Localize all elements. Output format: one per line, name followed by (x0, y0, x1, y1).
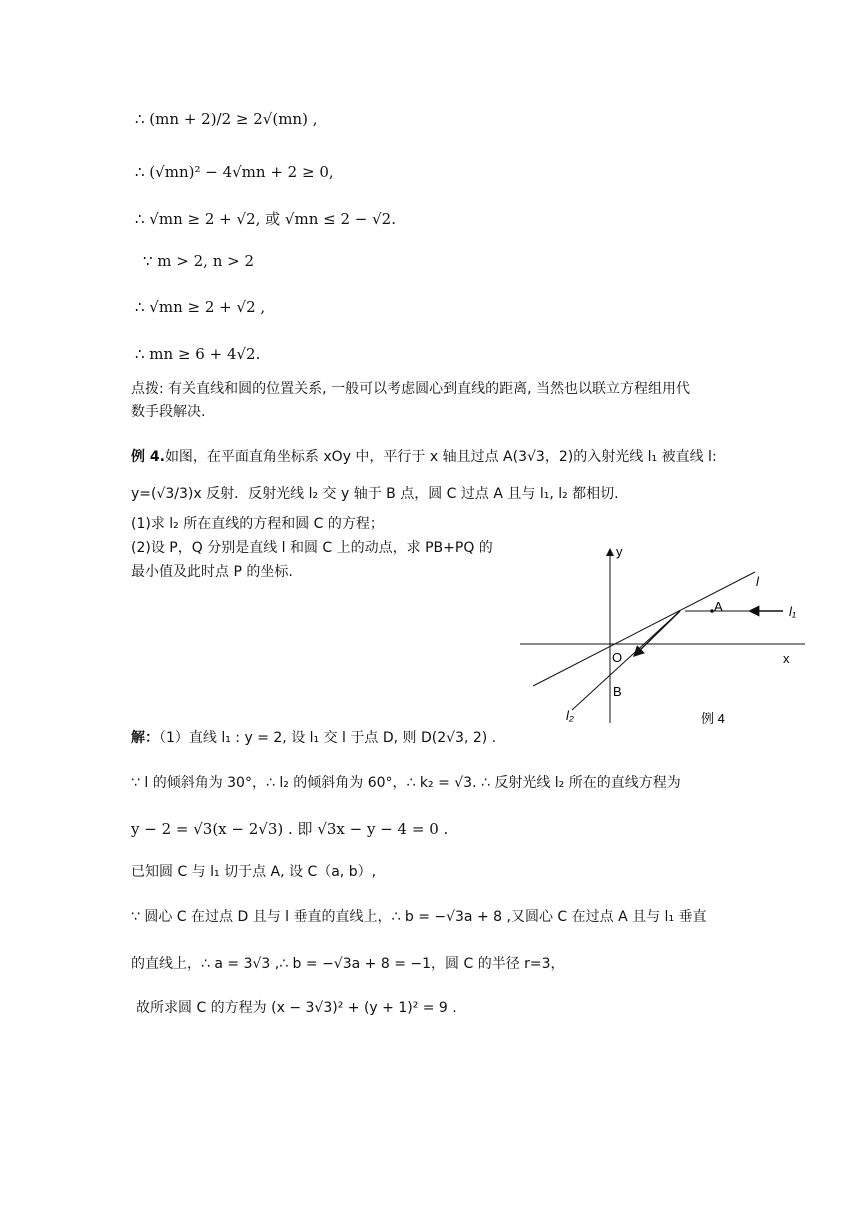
proof-step-3 (135, 208, 396, 229)
tip-line-1-text: 点拨: 有关直线和圆的位置关系, 一般可以考虑圆心到直线的距离, 当然也以联立方程组用代 (131, 381, 690, 397)
solution-line-2 (131, 772, 681, 792)
proof-step-3-text: ∴ √mn ≥ 2 + √2, 或 √mn ≤ 2 − √2. (135, 210, 396, 228)
example-4-line-2 (131, 483, 619, 503)
solution-label: 解： (131, 730, 159, 746)
tip-line-2-text: 数手段解决. (131, 404, 206, 420)
label-o: O (612, 650, 623, 665)
proof-step-6 (135, 345, 260, 363)
solution-line-4 (131, 861, 376, 881)
proof-step-4-text: ∵ m > 2, n > 2 (143, 252, 255, 270)
figure-caption: 例 4 (701, 711, 725, 726)
solution-line-3-text: y − 2 = √3(x − 2√3) . 即 √3x − y − 4 = 0 . (131, 820, 449, 838)
solution-line-3 (131, 818, 448, 839)
proof-step-4 (143, 252, 254, 270)
solution-line-6-text: 的直线上，∴ a = 3√3 ,∴ b = −√3a + 8 = −1，圆 C 的半径 r=3， (131, 956, 565, 972)
proof-step-1 (135, 110, 317, 128)
example-4-line-2-text: y=(√3/3)x 反射．反射光线 l₂ 交 y 轴于 B 点，圆 C 过点 A 且与 l₁, l₂ 都相切. (131, 486, 619, 502)
example-4-figure (515, 540, 815, 730)
proof-step-5-text: ∴ √mn ≥ 2 + √2 , (135, 298, 266, 316)
tip-line-2 (131, 401, 205, 421)
proof-step-5 (135, 298, 265, 316)
solution-line-6 (131, 953, 565, 973)
line-l (533, 572, 755, 686)
solution-line-4-text: 已知圆 C 与 l₁ 切于点 A, 设 C（a, b）, (131, 864, 377, 880)
example-4-line-1 (131, 446, 717, 466)
question-2-line-2 (131, 561, 293, 581)
proof-step-2-text: ∴ (√mn)² − 4√mn + 2 ≥ 0, (135, 163, 334, 181)
tip-line-1 (131, 378, 690, 398)
line-l2-arrow (635, 611, 680, 655)
solution-line-7 (136, 997, 457, 1017)
example-4-line-1-text: 如图，在平面直角坐标系 xOy 中，平行于 x 轴且过点 A(3√3，2)的入射光线 l₁ 被直线 l: (164, 449, 717, 465)
solution-line-2-text: ∵ l 的倾斜角为 30°，∴ l₂ 的倾斜角为 60°，∴ k₂ = √3. ∴ 反射光线 l₂ 所在的直线方程为 (131, 775, 681, 791)
solution-line-7-text: 故所求圆 C 的方程为 (x − 3√3)² + (y + 1)² = 9 . (136, 1000, 457, 1016)
question-2-line-2-text: 最小值及此时点 P 的坐标. (131, 564, 293, 580)
label-b: B (613, 684, 622, 699)
label-y: y (616, 544, 623, 559)
label-x: x (783, 651, 790, 666)
label-a: A (714, 599, 723, 614)
proof-step-6-text: ∴ mn ≥ 6 + 4√2. (135, 345, 261, 363)
question-1-text: (1)求 l₂ 所在直线的方程和圆 C 的方程； (131, 516, 384, 532)
proof-step-1-text: ∴ (mn + 2)/2 ≥ 2√(mn) , (135, 110, 318, 128)
label-l2: l₂ (566, 708, 574, 723)
solution-line-5-text: ∵ 圆心 C 在过点 D 且与 l 垂直的直线上，∴ b = −√3a + 8 ,又圆心 C 在过点 A 且与 l₁ 垂直 (131, 909, 707, 925)
question-2-line-1-text: (2)设 P，Q 分别是直线 l 和圆 C 上的动点，求 PB+PQ 的 (131, 540, 493, 556)
question-2-line-1 (131, 537, 493, 557)
solution-line-1 (131, 727, 496, 747)
question-1 (131, 513, 384, 533)
example-4-label: 例 4. (131, 449, 165, 465)
proof-step-2 (135, 163, 334, 181)
label-l1: l₁ (789, 604, 796, 619)
line-l2 (572, 611, 680, 710)
solution-line-1-text: （1）直线 l₁ : y = 2, 设 l₁ 交 l 于点 D, 则 D(2√3, 2) . (159, 730, 497, 746)
solution-line-5 (131, 906, 707, 926)
label-l: l (756, 574, 759, 589)
